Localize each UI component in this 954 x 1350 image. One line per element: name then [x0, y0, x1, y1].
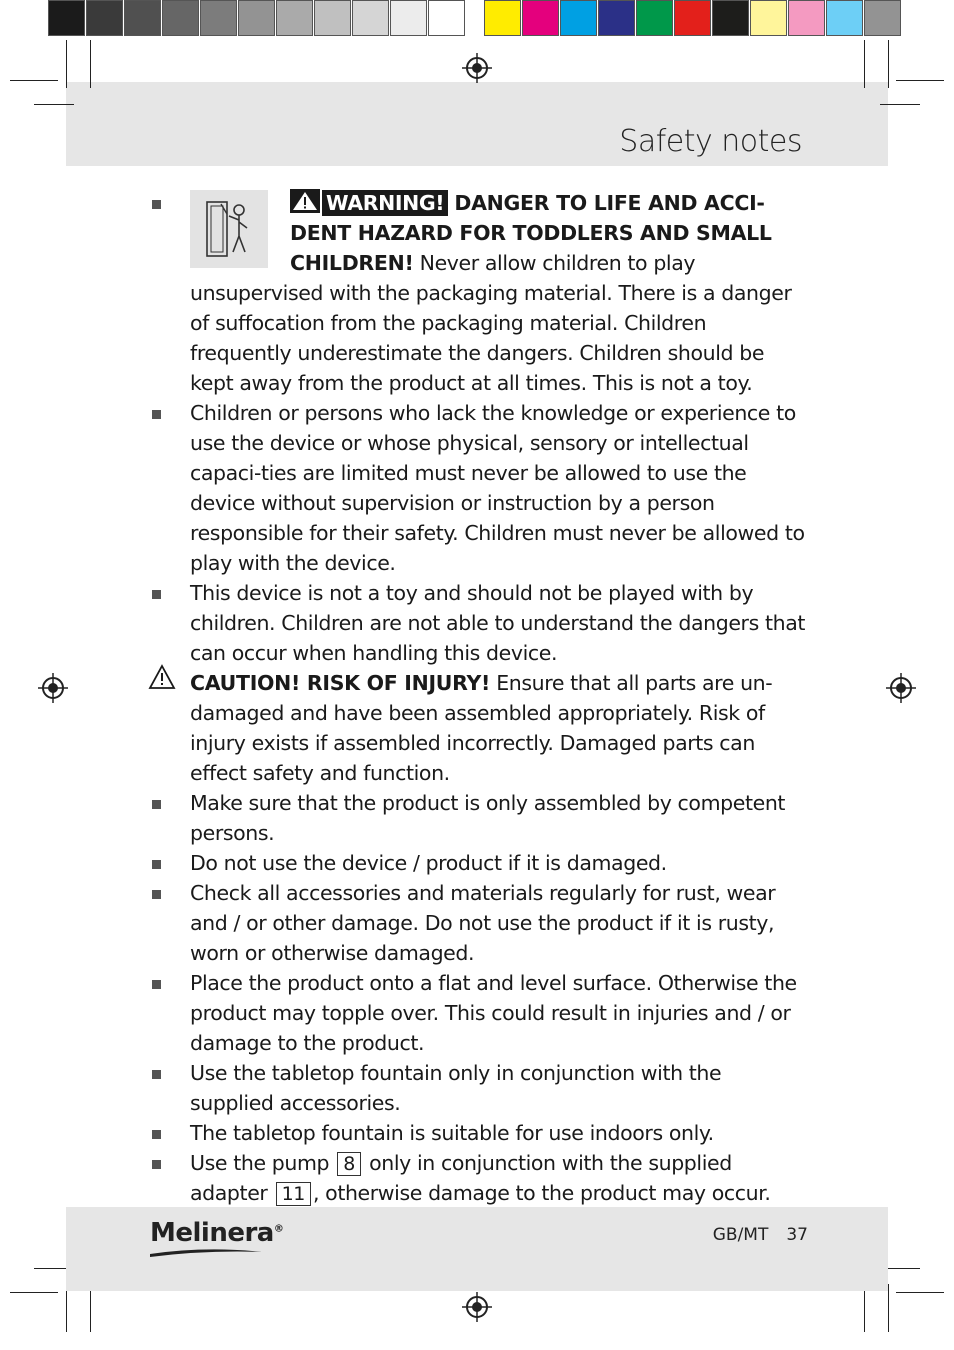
page-footer-info [695, 1225, 808, 1245]
list-item [190, 668, 810, 788]
color-swatch [390, 0, 427, 36]
list-item [190, 878, 810, 968]
crop-mark [888, 1284, 889, 1332]
item-text: Place the product onto a flat and level surface. Otherwise the product may topple over. This could result in injuries and / or damage to the product. [190, 971, 797, 1055]
item-text: This device is not a toy and should not be played with by children. Children are not able to understand the dangers that can occur when handling this device. [190, 581, 805, 665]
list-item [190, 398, 810, 578]
registration-mark-icon [462, 1292, 492, 1322]
list-item [190, 578, 810, 668]
list-item [190, 788, 810, 848]
square-bullet-icon [152, 410, 161, 419]
square-bullet-icon [152, 860, 161, 869]
caution-heading: CAUTION! RISK OF INJURY! [190, 671, 491, 695]
crop-mark [896, 80, 944, 81]
list-item [190, 1148, 810, 1208]
list-item [190, 1058, 810, 1118]
warning-triangle-icon [290, 189, 320, 213]
warning-heading: DANGER TO LIFE AND ACCI-DENT HAZARD FOR TODDLERS AND SMALL CHILDREN! [290, 191, 772, 275]
crop-mark [66, 40, 67, 88]
color-swatch [200, 0, 237, 36]
brand-name: Melinera [150, 1218, 274, 1248]
color-swatch [428, 0, 465, 36]
crop-mark [896, 1292, 944, 1293]
color-swatch [788, 0, 825, 36]
page-number: 37 [786, 1225, 808, 1245]
warning-text: Never allow children to play unsupervised with the packaging material. There is a danger of suffocation from the packaging material. Children frequently underestimate the dangers. Children should be kept away from the product at all times. This is not a toy. [190, 251, 792, 395]
list-item [190, 188, 810, 398]
color-swatch [864, 0, 901, 36]
item-text: Children or persons who lack the knowledge or experience to use the device or whose physical, sensory or intellectual capaci-ties are limited must never be allowed to use the device without supervision or instruction by a person responsible for their safety. Children must never be allowed to play with the device. [190, 401, 805, 575]
color-swatch [124, 0, 161, 36]
color-swatch [636, 0, 673, 36]
square-bullet-icon [152, 1130, 161, 1139]
crop-mark [66, 1284, 67, 1332]
color-swatch [750, 0, 787, 36]
color-swatch [598, 0, 635, 36]
brand-logo [150, 1218, 283, 1248]
color-swatch [238, 0, 275, 36]
brand-swoosh-icon [150, 1248, 262, 1258]
safety-notes-list [190, 188, 810, 1208]
square-bullet-icon [152, 980, 161, 989]
color-swatch [826, 0, 863, 36]
item-text: Use the pump [190, 1151, 330, 1175]
grayscale-calibration-bar [48, 0, 466, 38]
square-bullet-icon [152, 1160, 161, 1169]
pump-reference: 8 [337, 1152, 361, 1176]
item-text: Check all accessories and materials regularly for rust, wear and / or other damage. Do not use the product if it is rusty, worn or otherwise damaged. [190, 881, 776, 965]
square-bullet-icon [152, 890, 161, 899]
color-swatch [276, 0, 313, 36]
color-swatch [484, 0, 521, 36]
caution-text: Ensure that all parts are un-damaged and have been assembled appropriately. Risk of injury exists if assembled incorrectly. Damaged parts can effect safety and function. [190, 671, 773, 785]
adapter-reference: 11 [276, 1182, 311, 1206]
crop-mark [888, 40, 889, 88]
color-swatch [162, 0, 199, 36]
color-swatch [352, 0, 389, 36]
brand-mark: ® [273, 1223, 284, 1235]
item-text: Use the tabletop fountain only in conjunction with the supplied accessories. [190, 1061, 722, 1115]
color-swatch [522, 0, 559, 36]
crop-mark [10, 80, 58, 81]
item-text: only in conjunction with the supplied adapter [190, 1151, 732, 1205]
color-swatch [314, 0, 351, 36]
crop-mark [34, 104, 74, 105]
crop-mark [90, 40, 91, 88]
color-swatch [560, 0, 597, 36]
locale-label: GB/MT [712, 1225, 769, 1245]
crop-mark [10, 1292, 58, 1293]
item-text: , otherwise damage to the product may occur. [312, 1181, 771, 1205]
registration-mark-icon [462, 53, 492, 83]
list-item [190, 968, 810, 1058]
process-color-calibration-bar [484, 0, 902, 38]
list-item [190, 848, 810, 878]
color-swatch [86, 0, 123, 36]
item-text: Do not use the device / product if it is damaged. [190, 851, 667, 875]
square-bullet-icon [152, 1070, 161, 1079]
warning-label: WARNING! [322, 190, 448, 216]
list-item [190, 1118, 810, 1148]
crop-mark [90, 1284, 91, 1332]
crop-mark [864, 1284, 865, 1332]
registration-mark-icon [886, 673, 916, 703]
square-bullet-icon [152, 590, 161, 599]
child-warning-icon [190, 190, 268, 268]
crop-mark [880, 104, 920, 105]
color-swatch [674, 0, 711, 36]
item-text: Make sure that the product is only assembled by competent persons. [190, 791, 786, 845]
square-bullet-icon [152, 800, 161, 809]
item-text: The tabletop fountain is suitable for use indoors only. [190, 1121, 714, 1145]
crop-mark [864, 40, 865, 88]
caution-triangle-icon [148, 664, 176, 690]
registration-mark-icon [38, 673, 68, 703]
square-bullet-icon [152, 200, 161, 209]
page-title: Safety notes [619, 124, 802, 159]
color-swatch [48, 0, 85, 36]
color-swatch [712, 0, 749, 36]
